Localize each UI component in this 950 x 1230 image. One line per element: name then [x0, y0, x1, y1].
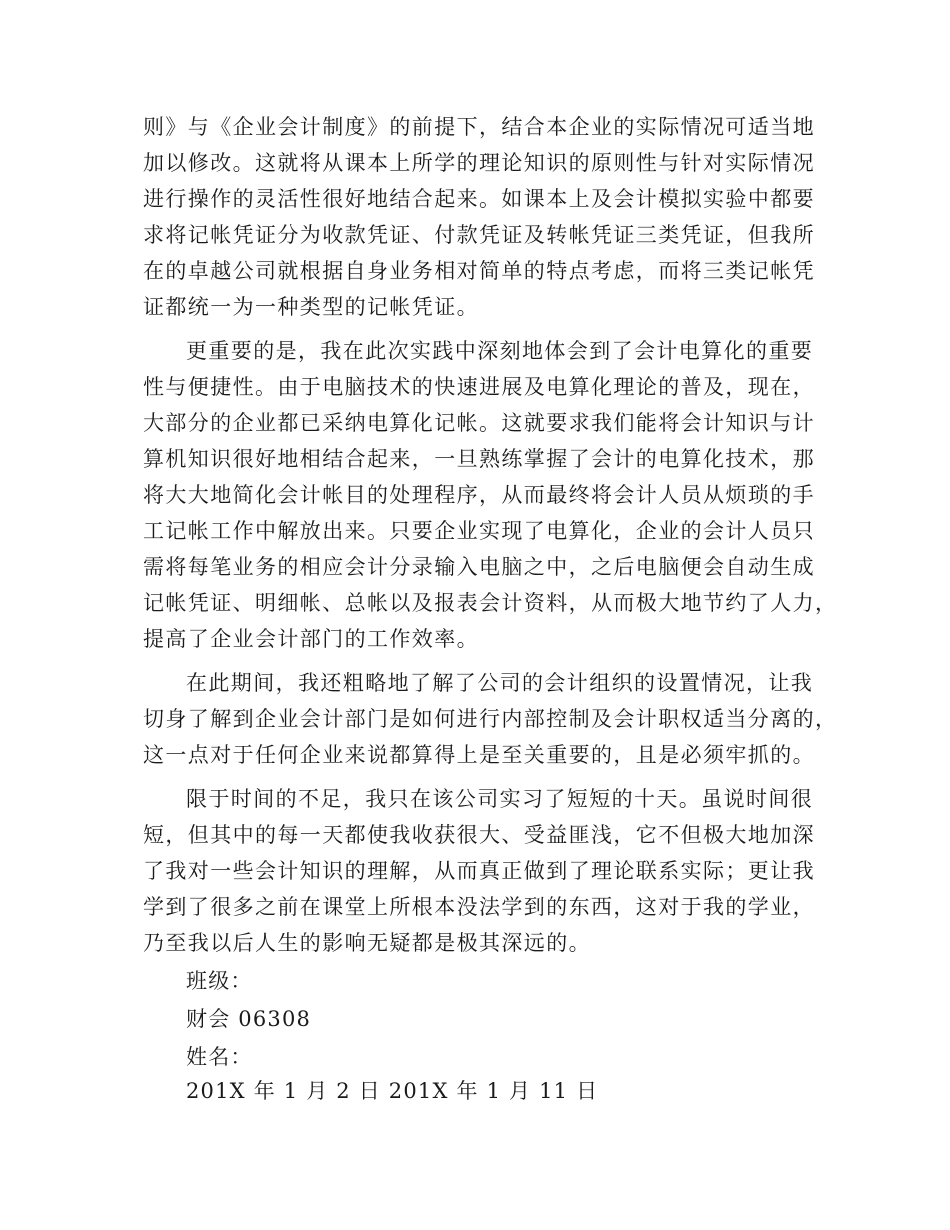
- paragraph-1-line-5: 在的卓越公司就根据自身业务相对简单的特点考虑，而将三类记帐凭: [143, 259, 815, 283]
- paragraph-2-line-3: 大部分的企业都已采纳电算化记帐。这就要求我们能将会计知识与计: [143, 411, 815, 435]
- paragraph-2-line-1: 更重要的是，我在此次实践中深刻地体会到了会计电算化的重要: [186, 339, 814, 363]
- name-label: 姓名：: [186, 1045, 253, 1069]
- paragraph-2-line-5: 将大大地简化会计帐目的处理程序，从而最终将会计人员从烦琐的手: [143, 483, 815, 507]
- paragraph-1-line-4: 求将记帐凭证分为收款凭证、付款凭证及转帐凭证三类凭证，但我所: [143, 223, 815, 247]
- paragraph-4-line-3: 了我对一些会计知识的理解，从而真正做到了理论联系实际；更让我: [143, 859, 815, 883]
- class-label: 班级：: [186, 969, 253, 993]
- paragraph-2-line-4: 算机知识很好地相结合起来，一旦熟练掌握了会计的电算化技术，那: [143, 447, 815, 471]
- paragraph-1-line-6: 证都统一为一种类型的记帐凭证。: [143, 295, 479, 319]
- paragraph-4-line-5: 乃至我以后人生的影响无疑都是极其深远的。: [143, 931, 591, 955]
- paragraph-1-line-3: 进行操作的灵活性很好地结合起来。如课本上及会计模拟实验中都要: [143, 187, 815, 211]
- class-value: 财会 06308: [186, 1007, 312, 1031]
- paragraph-2-line-2: 性与便捷性。由于电脑技术的快速进展及电算化理论的普及，现在，: [143, 375, 815, 399]
- paragraph-4-line-2: 短，但其中的每一天都使我收获很大、受益匪浅，它不但极大地加深: [143, 823, 815, 847]
- date-range: 201X 年 1 月 2 日 201X 年 1 月 11 日: [186, 1079, 599, 1103]
- paragraph-4-line-4: 学到了很多之前在课堂上所根本没法学到的东西，这对于我的学业，: [143, 895, 815, 919]
- paragraph-3-line-3: 这一点对于任何企业来说都算得上是至关重要的，且是必须牢抓的。: [143, 743, 815, 767]
- paragraph-2-line-8: 记帐凭证、明细帐、总帐以及报表会计资料，从而极大地节约了人力，: [143, 591, 838, 615]
- paragraph-1-line-1: 则》与《企业会计制度》的前提下，结合本企业的实际情况可适当地: [143, 115, 815, 139]
- paragraph-2-line-6: 工记帐工作中解放出来。只要企业实现了电算化，企业的会计人员只: [143, 519, 815, 543]
- paragraph-2-line-7: 需将每笔业务的相应会计分录输入电脑之中，之后电脑便会自动生成: [143, 555, 815, 579]
- paragraph-4-line-1: 限于时间的不足，我只在该公司实习了短短的十天。虽说时间很: [186, 787, 814, 811]
- paragraph-3-line-1: 在此期间，我还粗略地了解了公司的会计组织的设置情况，让我: [186, 671, 814, 695]
- paragraph-1-line-2: 加以修改。这就将从课本上所学的理论知识的原则性与针对实际情况: [143, 151, 815, 175]
- paragraph-2-line-9: 提高了企业会计部门的工作效率。: [143, 627, 479, 651]
- paragraph-3-line-2: 切身了解到企业会计部门是如何进行内部控制及会计职权适当分离的，: [143, 707, 838, 731]
